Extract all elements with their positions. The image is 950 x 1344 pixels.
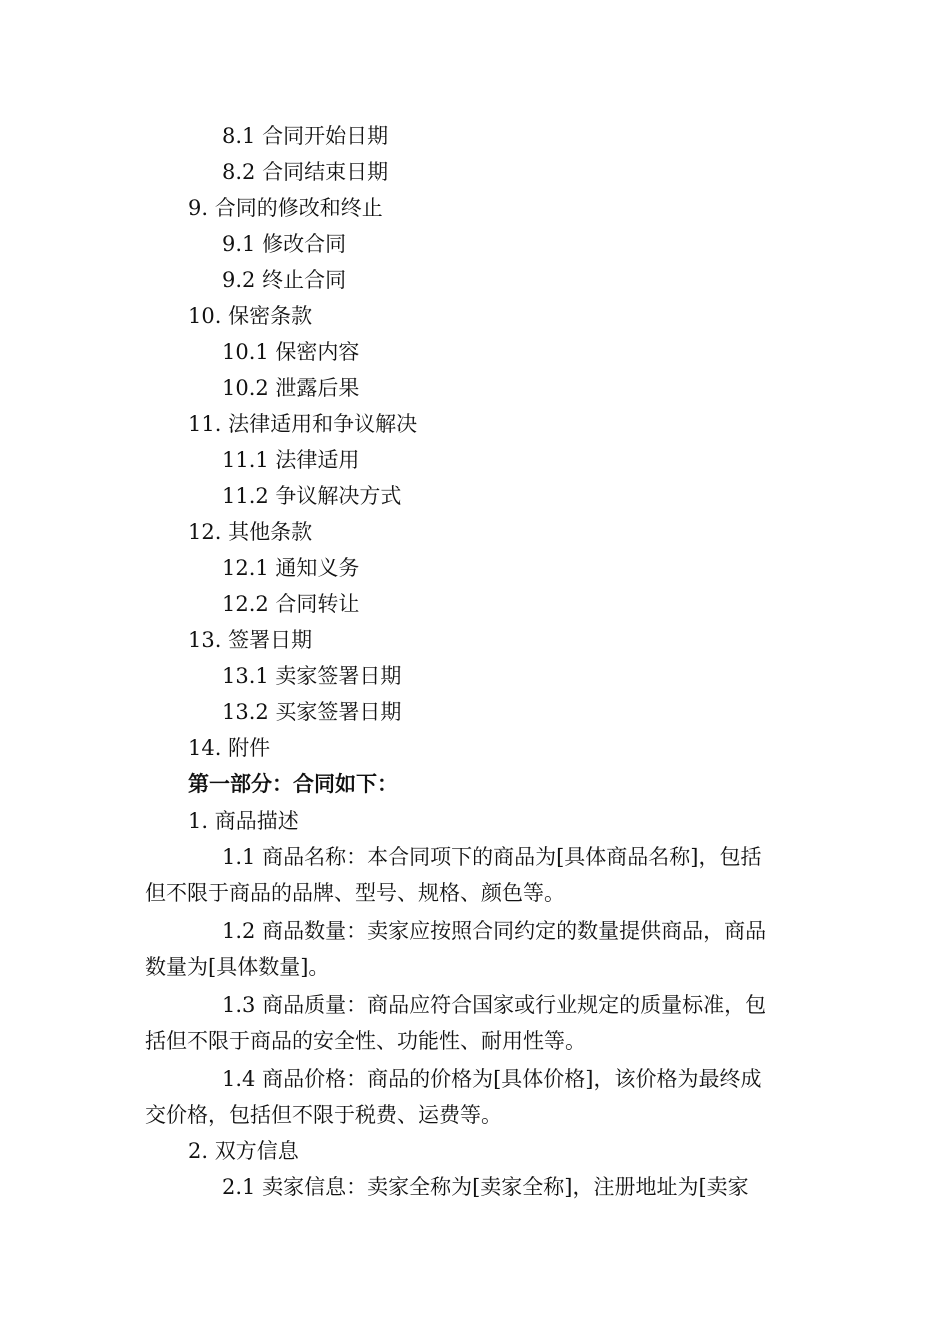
paragraph-1-4-line-1: 1.4 商品价格：商品的价格为[具体价格]，该价格为最终成 — [222, 1067, 762, 1091]
paragraph-1-1-line-2: 但不限于商品的品牌、型号、规格、颜色等。 — [145, 881, 565, 905]
section-heading-2: 2. 双方信息 — [188, 1139, 299, 1163]
toc-item-14: 14. 附件 — [188, 736, 271, 760]
toc-item-10: 10. 保密条款 — [188, 304, 313, 328]
toc-item-10-2: 10.2 泄露后果 — [222, 376, 360, 400]
toc-item-11-2: 11.2 争议解决方式 — [222, 484, 402, 508]
paragraph-1-2-line-2: 数量为[具体数量]。 — [145, 955, 330, 979]
paragraph-1-4-line-2: 交价格，包括但不限于税费、运费等。 — [145, 1103, 502, 1127]
toc-item-12: 12. 其他条款 — [188, 520, 313, 544]
paragraph-1-1-line-1: 1.1 商品名称：本合同项下的商品为[具体商品名称]，包括 — [222, 845, 762, 869]
toc-item-12-1: 12.1 通知义务 — [222, 556, 360, 580]
toc-item-9-1: 9.1 修改合同 — [222, 232, 347, 256]
toc-item-13-2: 13.2 买家签署日期 — [222, 700, 402, 724]
toc-item-11-1: 11.1 法律适用 — [222, 448, 360, 472]
toc-item-12-2: 12.2 合同转让 — [222, 592, 360, 616]
paragraph-1-2-line-1: 1.2 商品数量：卖家应按照合同约定的数量提供商品，商品 — [222, 919, 767, 943]
toc-item-13: 13. 签署日期 — [188, 628, 313, 652]
toc-item-9: 9. 合同的修改和终止 — [188, 196, 383, 220]
toc-item-8-2: 8.2 合同结束日期 — [222, 160, 389, 184]
paragraph-2-1-line-1: 2.1 卖家信息：卖家全称为[卖家全称]，注册地址为[卖家 — [222, 1175, 749, 1199]
paragraph-1-3-line-1: 1.3 商品质量：商品应符合国家或行业规定的质量标准，包 — [222, 993, 767, 1017]
toc-item-10-1: 10.1 保密内容 — [222, 340, 360, 364]
toc-item-9-2: 9.2 终止合同 — [222, 268, 347, 292]
toc-item-11: 11. 法律适用和争议解决 — [188, 412, 418, 436]
section-heading-1: 1. 商品描述 — [188, 809, 299, 833]
toc-item-8-1: 8.1 合同开始日期 — [222, 124, 389, 148]
paragraph-1-3-line-2: 括但不限于商品的安全性、功能性、耐用性等。 — [145, 1029, 586, 1053]
toc-item-13-1: 13.1 卖家签署日期 — [222, 664, 402, 688]
part-title: 第一部分：合同如下： — [188, 771, 398, 796]
